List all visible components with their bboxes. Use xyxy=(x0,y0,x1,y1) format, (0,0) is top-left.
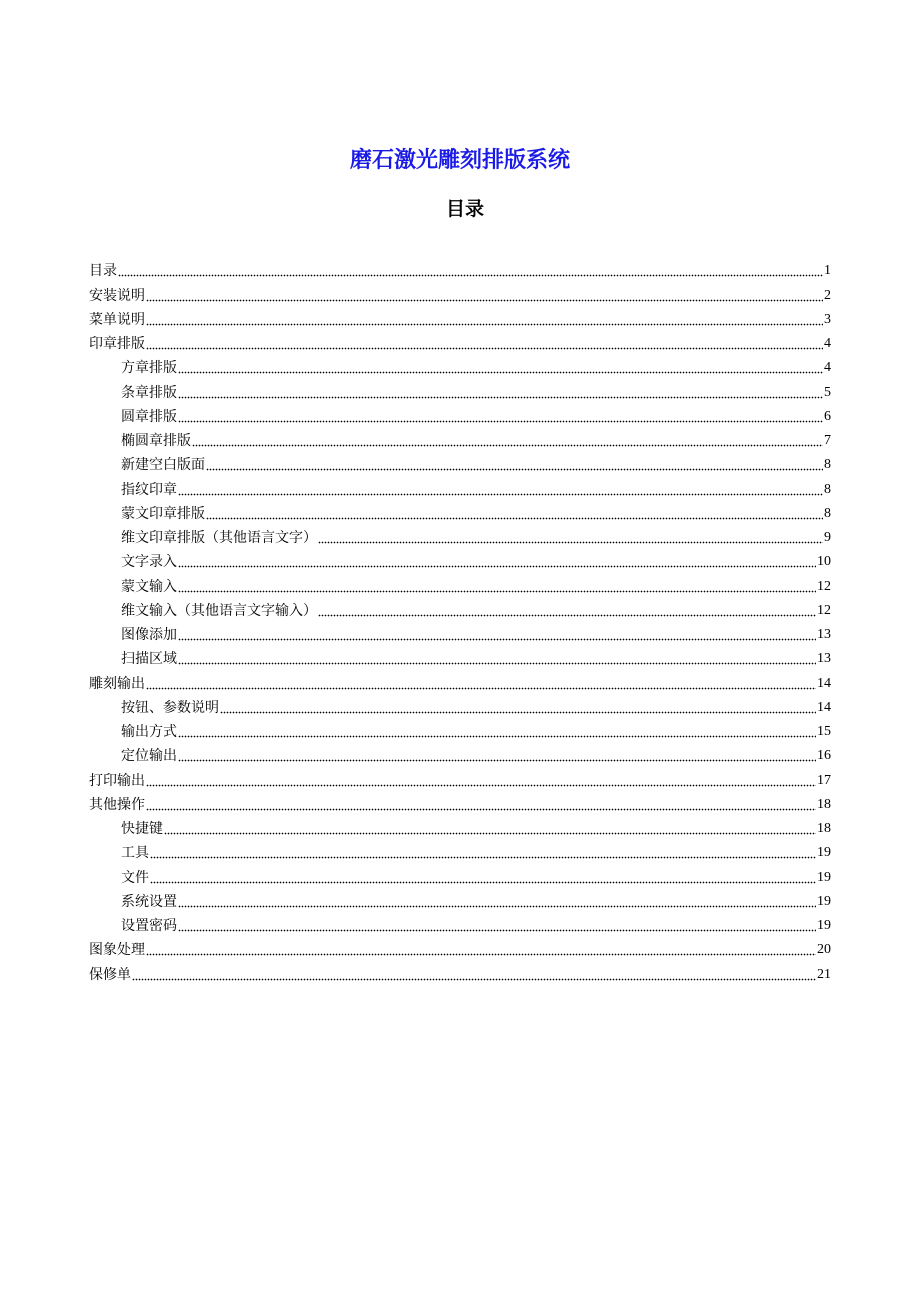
toc-entry-label: 新建空白版面 xyxy=(121,457,205,474)
toc-dot-leader xyxy=(192,443,823,447)
toc-entry[interactable] xyxy=(89,354,831,378)
toc-page-number: 8 xyxy=(824,457,831,473)
toc-entry[interactable] xyxy=(89,669,831,693)
toc-page-number: 20 xyxy=(817,942,831,958)
toc-page-number: 4 xyxy=(824,360,831,376)
toc-dot-leader xyxy=(118,273,823,277)
toc-entry-label: 安装说明 xyxy=(89,287,145,304)
toc-entry[interactable] xyxy=(89,742,831,766)
toc-dot-leader xyxy=(146,298,823,302)
toc-entry[interactable] xyxy=(89,427,831,451)
toc-dot-leader xyxy=(220,710,816,714)
toc-entry-label: 系统设置 xyxy=(121,893,177,910)
toc-entry-label: 其他操作 xyxy=(89,796,145,813)
toc-entry[interactable] xyxy=(89,572,831,596)
toc-dot-leader xyxy=(146,952,816,956)
toc-page-number: 8 xyxy=(824,481,831,497)
toc-entry[interactable] xyxy=(89,281,831,305)
toc-entry[interactable] xyxy=(89,960,831,984)
toc-page-number: 6 xyxy=(824,408,831,424)
toc-entry[interactable] xyxy=(89,912,831,936)
toc-page-number: 13 xyxy=(817,651,831,667)
toc-entry-label: 蒙文输入 xyxy=(121,578,177,595)
toc-entry-label: 椭圆章排版 xyxy=(121,433,191,449)
toc-dot-leader xyxy=(178,661,816,665)
toc-dot-leader xyxy=(318,613,816,617)
toc-entry[interactable] xyxy=(89,524,831,548)
toc-dot-leader xyxy=(318,540,823,544)
toc-dot-leader xyxy=(178,928,816,932)
toc-page-number: 3 xyxy=(824,311,831,327)
toc-dot-leader xyxy=(206,516,823,520)
toc-dot-leader xyxy=(178,395,823,399)
toc-dot-leader xyxy=(178,637,816,641)
toc-dot-leader xyxy=(132,977,816,981)
toc-entry-label: 圆章排版 xyxy=(121,408,177,425)
toc-entry[interactable] xyxy=(89,475,831,499)
toc-entry[interactable] xyxy=(89,791,831,815)
toc-dot-leader xyxy=(150,855,816,859)
toc-page-number: 17 xyxy=(817,772,831,788)
toc-dot-leader xyxy=(146,783,816,787)
toc-entry[interactable] xyxy=(89,839,831,863)
table-of-contents xyxy=(89,257,831,985)
toc-entry-label: 维文输入（其他语言文字输入） xyxy=(121,602,317,619)
toc-page-number: 18 xyxy=(817,796,831,812)
toc-entry-label: 图像添加 xyxy=(121,627,177,643)
toc-entry-label: 菜单说明 xyxy=(89,311,145,328)
toc-entry[interactable] xyxy=(89,330,831,354)
toc-entry[interactable] xyxy=(89,815,831,839)
toc-entry-label: 目录 xyxy=(89,263,117,280)
toc-page-number: 14 xyxy=(817,675,831,691)
toc-entry-label: 输出方式 xyxy=(121,724,177,740)
toc-dot-leader xyxy=(146,346,823,350)
toc-entry[interactable] xyxy=(89,257,831,281)
toc-dot-leader xyxy=(146,322,823,326)
toc-entry-label: 扫描区域 xyxy=(121,651,177,668)
toc-entry[interactable] xyxy=(89,597,831,621)
toc-entry[interactable] xyxy=(89,863,831,887)
toc-dot-leader xyxy=(164,831,816,835)
toc-entry[interactable] xyxy=(89,621,831,645)
toc-entry-label: 雕刻输出 xyxy=(89,675,145,692)
toc-page-number: 19 xyxy=(817,845,831,861)
toc-entry[interactable] xyxy=(89,936,831,960)
toc-page-number: 7 xyxy=(824,433,831,448)
toc-entry[interactable] xyxy=(89,306,831,330)
toc-entry[interactable] xyxy=(89,500,831,524)
toc-page-number: 12 xyxy=(817,578,831,594)
toc-entry-label: 蒙文印章排版 xyxy=(121,505,205,522)
toc-page-number: 2 xyxy=(824,287,831,303)
toc-page-number: 4 xyxy=(824,336,831,351)
toc-entry-label: 文件 xyxy=(121,869,149,886)
toc-page-number: 8 xyxy=(824,505,831,521)
toc-entry[interactable] xyxy=(89,451,831,475)
toc-dot-leader xyxy=(178,370,823,374)
toc-entry[interactable] xyxy=(89,548,831,572)
toc-dot-leader xyxy=(150,880,816,884)
toc-dot-leader xyxy=(146,686,816,690)
toc-entry[interactable] xyxy=(89,888,831,912)
toc-dot-leader xyxy=(178,419,823,423)
toc-dot-leader xyxy=(146,807,816,811)
toc-page-number: 9 xyxy=(824,530,831,545)
toc-dot-leader xyxy=(206,467,823,471)
toc-entry-label: 定位输出 xyxy=(121,748,177,765)
toc-dot-leader xyxy=(178,589,816,593)
toc-entry-label: 设置密码 xyxy=(121,918,177,934)
toc-entry-label: 保修单 xyxy=(89,966,131,983)
toc-entry-label: 快捷键 xyxy=(121,821,163,837)
toc-page-number: 19 xyxy=(817,918,831,933)
toc-page-number: 21 xyxy=(817,966,831,982)
toc-entry[interactable] xyxy=(89,694,831,718)
toc-page-number: 19 xyxy=(817,893,831,909)
toc-page-number: 13 xyxy=(817,627,831,642)
toc-page-number: 16 xyxy=(817,748,831,764)
toc-entry[interactable] xyxy=(89,403,831,427)
toc-dot-leader xyxy=(178,758,816,762)
toc-page-number: 14 xyxy=(817,699,831,715)
toc-dot-leader xyxy=(178,904,816,908)
toc-page-number: 10 xyxy=(817,554,831,570)
toc-page-number: 18 xyxy=(817,821,831,836)
toc-entry-label: 打印输出 xyxy=(89,772,145,789)
toc-page-number: 1 xyxy=(824,263,831,279)
toc-entry-label: 文字录入 xyxy=(121,554,177,571)
toc-entry[interactable] xyxy=(89,718,831,742)
document-title: 磨石激光雕刻排版系统 xyxy=(349,147,570,173)
toc-page-number: 15 xyxy=(817,724,831,739)
toc-dot-leader xyxy=(178,492,823,496)
toc-entry[interactable] xyxy=(89,645,831,669)
toc-page-number: 19 xyxy=(817,869,831,885)
toc-entry-label: 指纹印章 xyxy=(121,481,177,498)
toc-entry[interactable] xyxy=(89,378,831,402)
toc-entry-label: 图象处理 xyxy=(89,942,145,959)
toc-entry-label: 按钮、参数说明 xyxy=(121,699,219,716)
toc-page-number: 5 xyxy=(824,384,831,400)
toc-entry-label: 条章排版 xyxy=(121,384,177,401)
toc-dot-leader xyxy=(178,734,816,738)
toc-entry[interactable] xyxy=(89,766,831,790)
toc-entry-label: 工具 xyxy=(121,845,149,862)
toc-page-number: 12 xyxy=(817,602,831,618)
toc-entry-label: 维文印章排版（其他语言文字） xyxy=(121,530,317,546)
toc-dot-leader xyxy=(178,564,816,568)
toc-heading: 目录 xyxy=(445,198,484,220)
toc-entry-label: 印章排版 xyxy=(89,336,145,352)
toc-entry-label: 方章排版 xyxy=(121,360,177,377)
